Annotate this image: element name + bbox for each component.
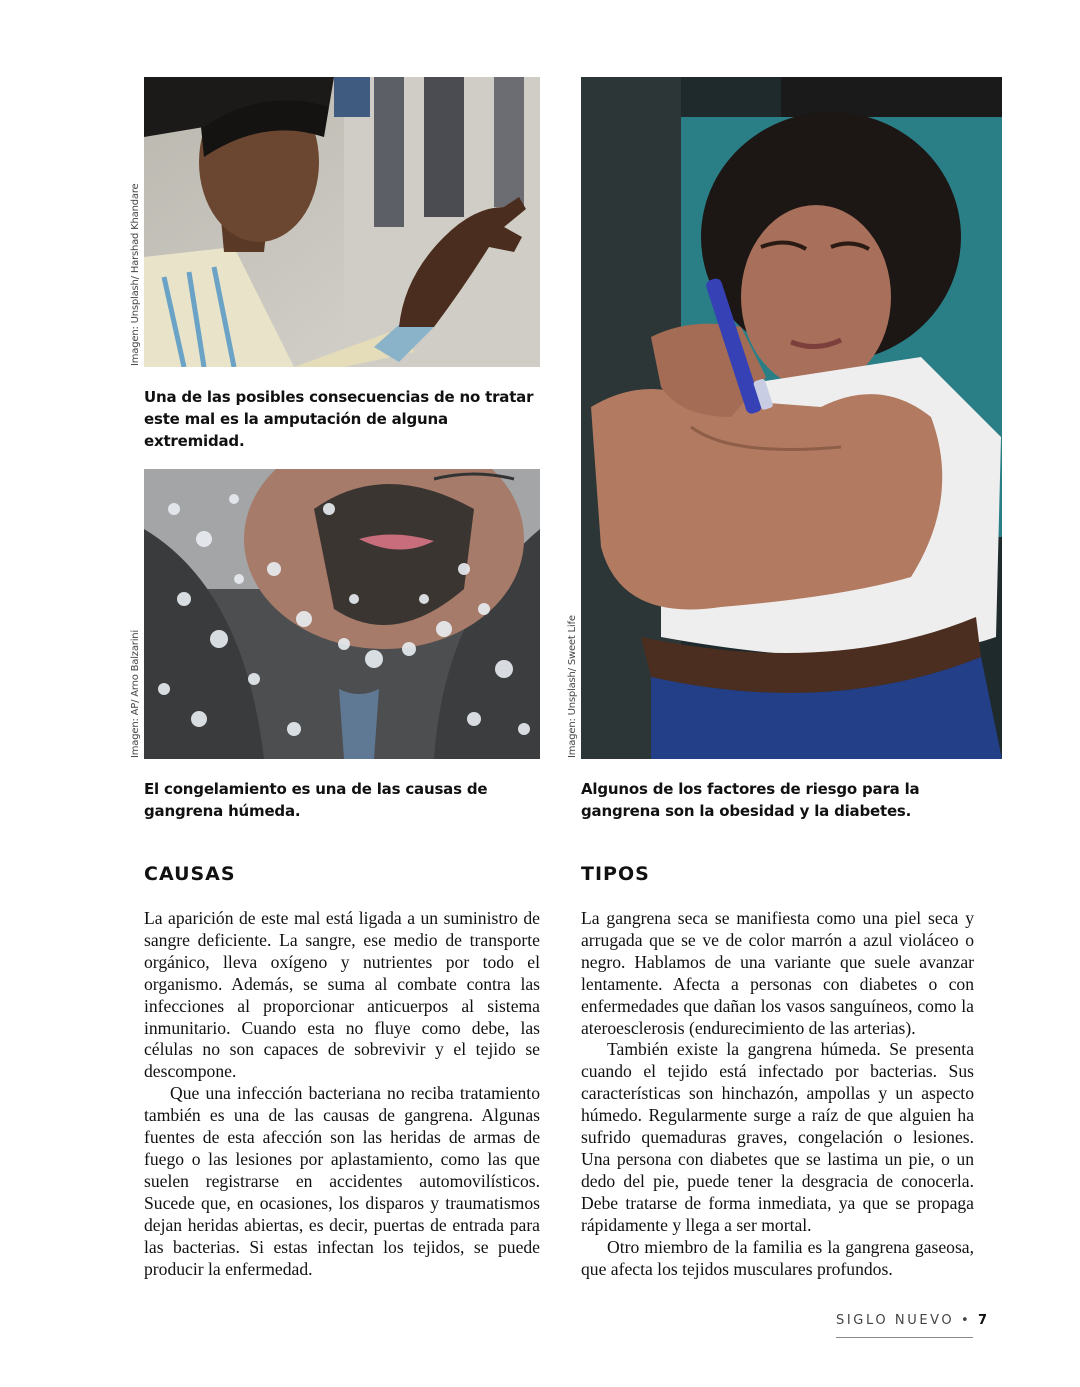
photo-frostbite	[144, 469, 540, 759]
photo-diabetes-image	[581, 77, 1002, 759]
photo-diabetes-caption: Algunos de los factores de riesgo para la gangrena son la obesidad y la diabetes.	[581, 780, 920, 820]
photo-frostbite-credit: Imagen: AP/ Arno Balzarini	[130, 630, 141, 758]
page-number: 7	[978, 1313, 988, 1328]
tipos-body	[581, 908, 974, 1280]
tipos-paragraph: También existe la gangrena húmeda. Se presenta cuando el tejido está infectado por bacterias. Sus características son hinchazón, ampollas y un aspecto húmedo. Regularmente surge a raíz de que alguien ha sufrido quemaduras graves, congelación o lesiones. Una persona con diabetes que se lastima un pie, o un dedo del pie, puede tener la desgracia de conocerla. Debe tratarse de forma inmediata, ya que se propaga rápidamente y llega a ser mortal.	[581, 1039, 974, 1235]
photo-diabetes-credit: Imagen: Unsplash/ Sweet Life	[567, 615, 578, 758]
tipos-heading: TIPOS	[581, 863, 650, 885]
photo-amputation-credit: Imagen: Unsplash/ Harshad Khandare	[130, 183, 141, 366]
photo-frostbite-image	[144, 469, 540, 759]
footer-rule	[836, 1337, 973, 1338]
tipos-paragraph: Otro miembro de la familia es la gangrena gaseosa, que afecta los tejidos musculares profundos.	[581, 1236, 974, 1279]
causas-heading: CAUSAS	[144, 863, 236, 885]
photo-amputation-image	[144, 77, 540, 367]
photo-frostbite-caption: El congelamiento es una de las causas de gangrena húmeda.	[144, 780, 488, 820]
causas-paragraph: La aparición de este mal está ligada a un suministro de sangre deficiente. La sangre, ese medio de transporte orgánico, lleva oxígeno y nutrientes por todo el organismo. Además, se suma al combate contra las infecciones al proporcionar anticuerpos al sistema inmunitario. Cuando esta no fluye como debe, las células no son capaces de sobrevivir y el tejido se descompone.	[144, 908, 540, 1082]
photo-diabetes	[581, 77, 1002, 759]
photo-amputation-caption: Una de las posibles consecuencias de no tratar este mal es la amputación de alguna extremidad.	[144, 388, 534, 450]
footer-separator: •	[954, 1313, 978, 1328]
causas-body	[144, 908, 540, 1280]
publication-name: SIGLO NUEVO	[836, 1313, 955, 1328]
tipos-paragraph: La gangrena seca se manifiesta como una piel seca y arrugada que se ve de color marrón a azul violáceo o negro. Hablamos de una variante que suele avanzar lentamente. Afecta a personas con diabetes o con enfermedades que dañan los vasos sanguíneos, como la ateroesclerosis (endurecimiento de las arterias).	[581, 908, 974, 1038]
photo-amputation	[144, 77, 540, 367]
causas-paragraph: Que una infección bacteriana no reciba tratamiento también es una de las causas de gangrena. Algunas fuentes de esta afección son las heridas de armas de fuego o las lesiones por aplastamiento, como las que suelen registrarse en accidentes automovilísticos. Sucede que, en ocasiones, los disparos y traumatismos dejan heridas abiertas, es decir, puertas de entrada para las bacterias. Si estas infectan los tejidos, se puede producir la enfermedad.	[144, 1083, 540, 1279]
page-footer	[836, 1313, 988, 1328]
